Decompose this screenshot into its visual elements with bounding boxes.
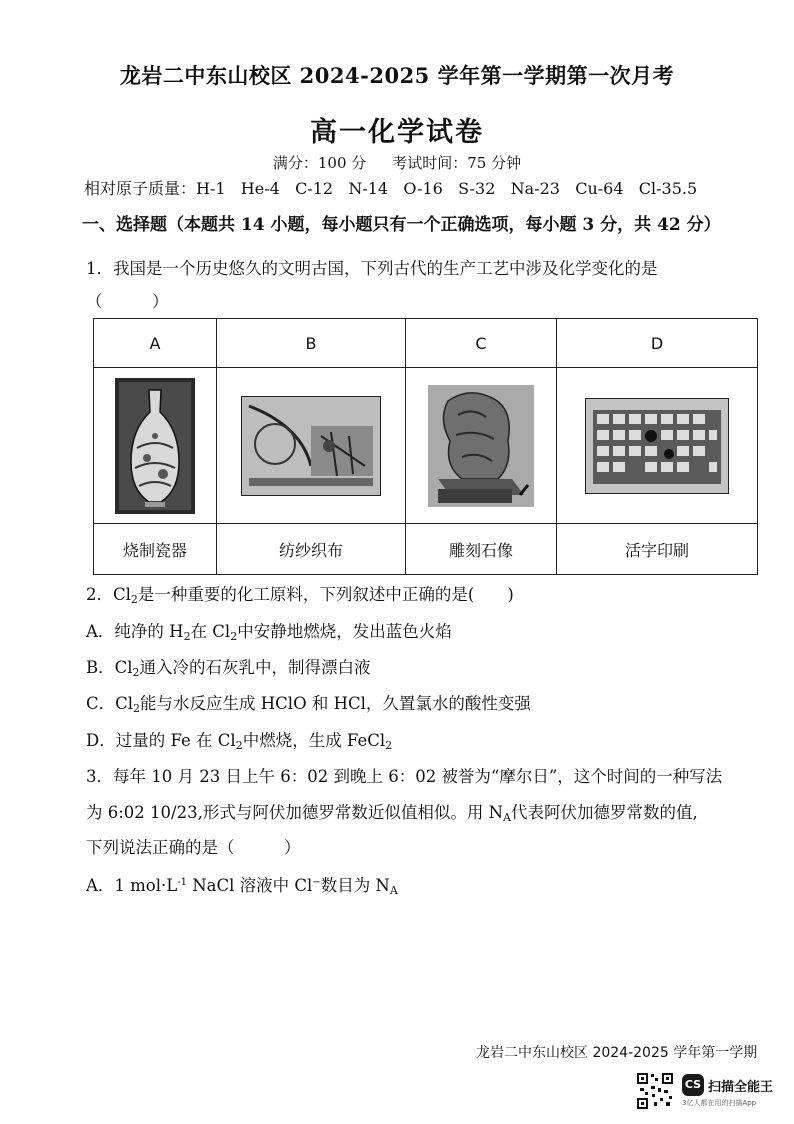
exam-subtitle: 高一化学试卷 — [310, 117, 484, 148]
option-image-c — [406, 368, 557, 524]
atomic-masses: 相对原子质量：H-1 He-4 C-12 N-14 O-16 S-32 Na-23 Cu-64 Cl-35.5 — [84, 179, 698, 198]
q3-stem-line3: 下列说法正确的是（ ） — [86, 838, 301, 857]
page-footer: 龙岩二中东山校区 2024-2025 学年第一学期 — [476, 1045, 758, 1061]
option-caption-b: 纺纱织布 — [217, 524, 406, 575]
full-score: 满分：100 分 — [272, 154, 367, 172]
q2-option-b: B．$Cl_2$通入冷的石灰乳中，制得漂白液 — [86, 658, 371, 679]
section-heading: 一、选择题（本题共 14 小题，每小题只有一个正确选项，每小题 3 分，共 42 分） — [82, 215, 721, 235]
option-image-b — [217, 368, 406, 524]
scanner-app-name: 扫描全能王 — [708, 1080, 774, 1095]
option-letter-a: A — [94, 319, 217, 368]
movable-type-image — [585, 398, 729, 494]
q1-options-table — [93, 318, 758, 575]
option-caption-c: 雕刻石像 — [406, 524, 557, 575]
stone-carving-image — [428, 385, 534, 507]
qr-code-icon — [636, 1072, 674, 1110]
porcelain-vase-image — [115, 378, 195, 514]
option-caption-a: 烧制瓷器 — [94, 524, 217, 575]
q2-option-c: C．$Cl_2$能与水反应生成 HClO 和 HCl，久置氯水的酸性变强 — [86, 694, 531, 715]
scanner-app-logo: CS — [682, 1074, 704, 1096]
option-image-a — [94, 368, 217, 524]
option-letter-c: C — [406, 319, 557, 368]
option-caption-d: 活字印刷 — [557, 524, 758, 575]
q1-blank: （ ） — [86, 292, 169, 311]
option-letter-b: B — [217, 319, 406, 368]
q2-option-a: A．纯净的 $H_2$在 $Cl_2$中安静地燃烧，发出蓝色火焰 — [86, 622, 452, 643]
q3-stem-line2: 为 6:02 10/23,形式与阿伏加德罗常数近似值相似。用 $N_A$代表阿伏加德罗常数的值, — [86, 803, 698, 824]
q2-stem: 2．$Cl_2$是一种重要的化工原料，下列叙述中正确的是( ) — [86, 585, 514, 606]
scanner-app-slogan: 3亿人都在用的扫描App — [682, 1099, 757, 1107]
exam-meta — [0, 152, 794, 173]
q3-stem-line1: 3．每年 10 月 23 日上午 6：02 到晚上 6：02 被誉为“摩尔日”，这个时间的一种写法 — [86, 767, 723, 786]
exam-title: 龙岩二中东山校区 2024-2025 学年第一学期第一次月考 — [119, 63, 675, 88]
q3-option-a: A．1 $mol\cdot L^{-1}$ NaCl 溶液中 Cl−数目为 $N_A$ — [86, 876, 398, 897]
q2-option-d: D．过量的 Fe 在 $Cl_2$中燃烧，生成 FeCl$_2$ — [86, 731, 393, 752]
spinning-weaving-image — [241, 396, 381, 496]
exam-time: 考试时间：75 分钟 — [392, 154, 522, 172]
option-image-d — [557, 368, 758, 524]
option-letter-d: D — [557, 319, 758, 368]
q1-stem: 1．我国是一个历史悠久的文明古国，下列古代的生产工艺中涉及化学变化的是 — [86, 259, 658, 278]
